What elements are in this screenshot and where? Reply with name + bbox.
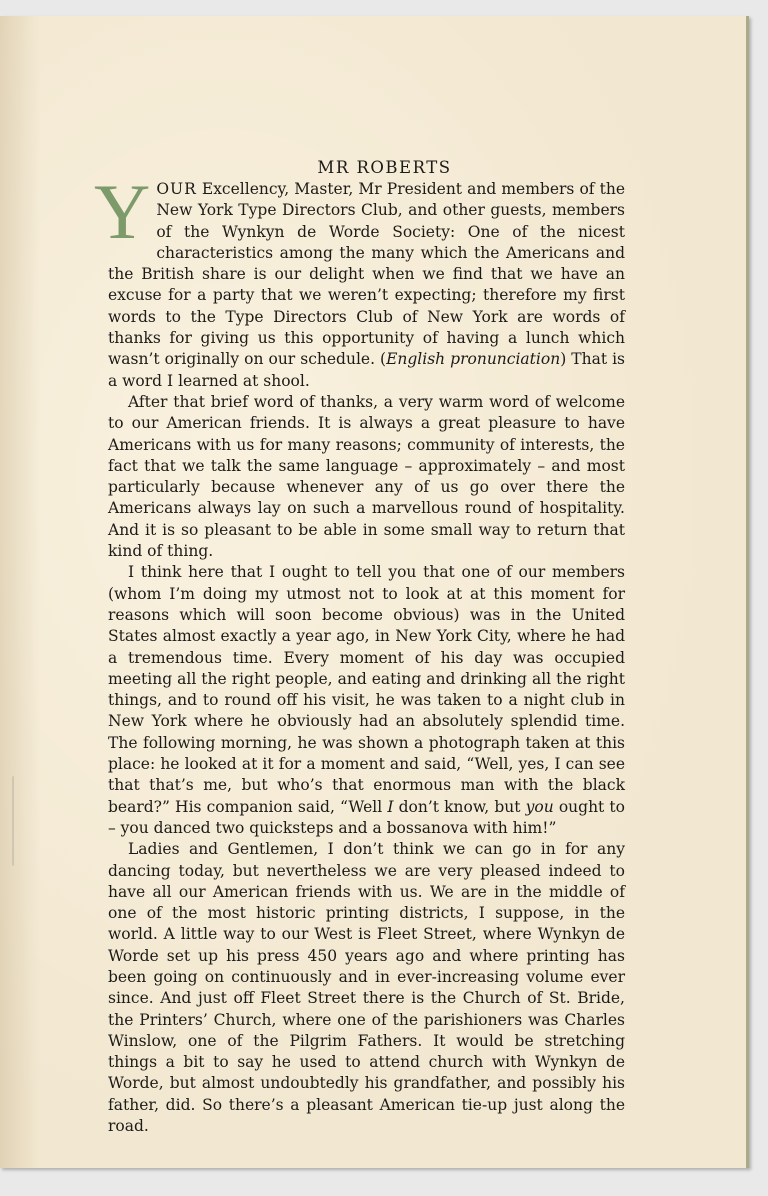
paragraph-3 [108, 562, 625, 839]
paragraph-3-italic-you: you [525, 797, 554, 816]
page-heading: MR ROBERTS [317, 158, 452, 177]
paragraph-2: After that brief word of thanks, a very warm word of welcome to our American friends. It is always a great pleasure to have Americans with us for many reasons; community of interests, the fact that we talk the same language – approximately – and most particularly because whenever any of us go over there the Americans always lay on such a marvellous round of hospitality. And it is so pleasant to be able in some small way to return that kind of thing. [108, 392, 625, 561]
drop-cap-letter: Y [94, 168, 151, 255]
paragraph-1 [94, 168, 626, 392]
paragraph-3-italic-i: I [387, 797, 394, 816]
page-text [94, 141, 626, 1137]
paragraph-1-text: Excellency, Master, Mr President and members of the New York Type Directors Club, and other guests, members of the Wynkyn de Worde Society: One of the nicest characteristics among the many which the Americans and the British share is our delight when we find that we have an excuse for a party that we weren’t expecting; therefore my first words to the Type Directors Club of New York are words of thanks for giving us this opportunity of having a lunch which wasn’t originally on our schedule. ( [108, 180, 625, 369]
binding-thread [12, 776, 18, 866]
paragraph-3-text: I think here that I ought to tell you that one of our members (whom I’m doing my utmost not to look at at this moment for reasons which will soon become obvious) was in the United States almost exactly a year ago, in New York City, where he had a tremendous time. Every moment of his day was occupied meeting all the right people, and eating and drinking all the right things, and to round off his visit, he was taken to a night club in New York where he obviously had an absolutely splendid time. The following morning, he was shown a photograph taken at this place: he looked at it for a moment and said, “Well, yes, I can see that that’s me, but who’s that enormous man with the black beard?” His companion said, “Well [108, 563, 625, 816]
lead-in-caps: OUR [156, 180, 197, 198]
page-binding-shadow [0, 16, 40, 1168]
paragraph-1-italic: English pronunciation [386, 350, 561, 369]
paragraph-1-end: ) That is a word I learned at shool. [108, 350, 626, 390]
book-page [0, 16, 749, 1168]
paragraph-4: Ladies and Gentlemen, I don’t think we can go in for any dancing today, but nevertheless we are very pleased indeed to have all our American friends with us. We are in the middle of one of the most historic printing districts, I suppose, in the world. A little way to our West is Fleet Street, where Wynkyn de Worde set up his press 450 years ago and where printing has been going on continuously and in ever-increasing volume ever since. And just off Fleet Street there is the Church of St. Bride, the Printers’ Church, where one of the parishioners was Charles Winslow, one of the Pilgrim Fathers. It would be stretching things a bit to say he used to attend church with Wynkyn de Worde, but almost undoubtedly his grandfather, and possibly his father, did. So there’s a pleasant American tie-up just along the road. [108, 840, 625, 1136]
paragraph-3-end: ought to – you danced two quicksteps and a bossanova with him!” [108, 797, 625, 837]
paragraph-3-middle: don’t know, but [393, 797, 526, 816]
